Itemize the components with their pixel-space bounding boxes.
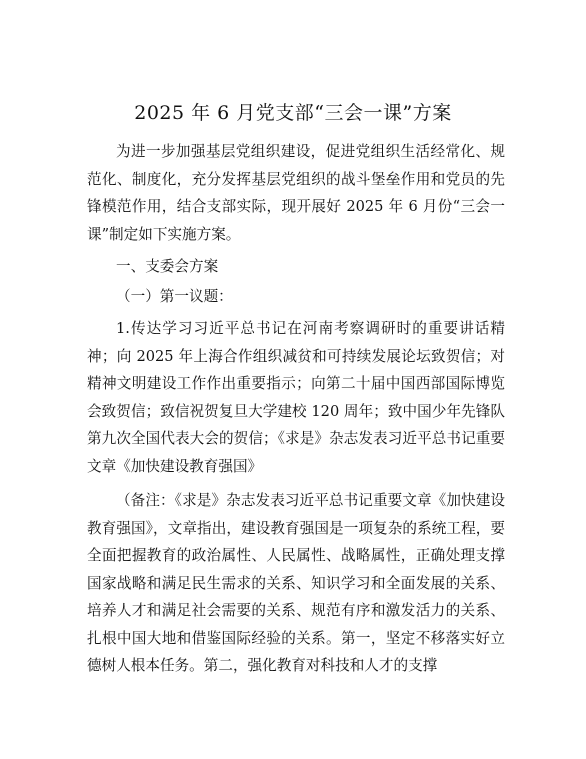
note-paragraph: （备注：《求是》杂志发表习近平总书记重要文章《加快建设教育强国》，文章指出，建设教育强国是一项复杂的系统工程，要全面把握教育的政治属性、人民属性、战略属性，正确处理支撑国家战略和满足民生需求的关系、知识学习和全面发展的关系、培养人才和满足社会需要的关系、规范有序和激发活力的关系、扎根中国大地和借鉴国际经验的关系。第一，坚定不移落实好立德树人根本任务。第二，强化教育对科技和人才的支撑 bbox=[87, 492, 505, 674]
topic-heading: （一）第一议题： bbox=[116, 288, 233, 305]
section-heading: 一、支委会方案 bbox=[116, 258, 219, 275]
item-paragraph: 1.传达学习习近平总书记在河南考察调研时的重要讲话精神；向 2025 年上海合作组织减贫和可持续发展论坛致贺信；对精神文明建设工作作出重要指示；向第二十届中国西部国际博览会致贺信；致信祝贺复旦大学建校 120 周年；致中国少年先锋队第九次全国代表大会的贺信；《求是》杂志发表习近平总书记重要文章《加快建设教育强国》 bbox=[87, 320, 505, 475]
page-title: 2025 年 6 月党支部“三会一课”方案 bbox=[134, 102, 452, 124]
intro-paragraph: 为进一步加强基层党组织建设，促进党组织生活经常化、规范化、制度化，充分发挥基层党组织的战斗堡垒作用和党员的先锋模范作用，结合支部实际，现开展好 2025 年 6 月份“三会一课”制定如下实施方案。 bbox=[87, 143, 505, 243]
